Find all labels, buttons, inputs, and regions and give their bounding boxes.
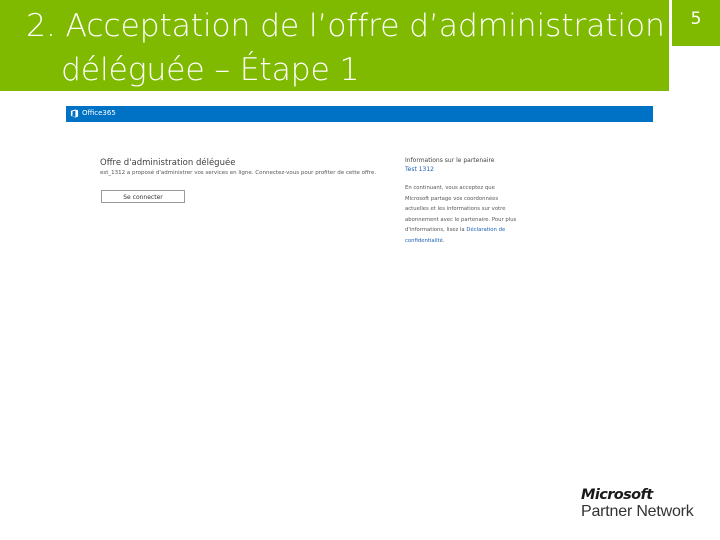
- offer-heading: Offre d'administration déléguée: [100, 158, 236, 168]
- partner-consent-text: [405, 183, 517, 246]
- offer-description: est_1312 a proposé d'administrer vos services en ligne. Connectez-vous pour profiter de cette offre.: [100, 170, 377, 176]
- slide-title: [26, 4, 666, 92]
- slide-title-bar: [0, 0, 669, 91]
- partner-consent-body: En continuant, vous acceptez que Microsoft partage vos coordonnées actuelles et les informations sur votre abonnement avec le partenaire. Pour plus d'informations, lisez la: [405, 185, 517, 233]
- slide-title-line-2: déléguée – Étape 1: [61, 52, 360, 88]
- office365-brand[interactable]: Office365: [82, 109, 116, 117]
- partner-info-heading: Informations sur le partenaire: [405, 157, 495, 164]
- microsoft-partner-network-logo: [581, 488, 700, 520]
- partner-consent-period: .: [442, 237, 445, 244]
- slide-title-line-1: 2. Acceptation de l’offre d’administration: [26, 8, 665, 44]
- partner-network-text: Partner Network: [581, 503, 694, 520]
- office-logo-icon: [70, 109, 79, 118]
- microsoft-wordmark: Microsoft: [581, 487, 653, 503]
- slide-page-number: 5: [672, 0, 720, 46]
- privacy-statement-link[interactable]: Déclaration de confidentialité: [405, 227, 506, 244]
- office365-top-bar: [66, 106, 653, 122]
- partner-name: Test 1312: [405, 166, 434, 173]
- sign-in-button[interactable]: Se connecter: [101, 190, 185, 203]
- partner-info-panel: [405, 156, 517, 246]
- office365-screenshot: [66, 106, 653, 266]
